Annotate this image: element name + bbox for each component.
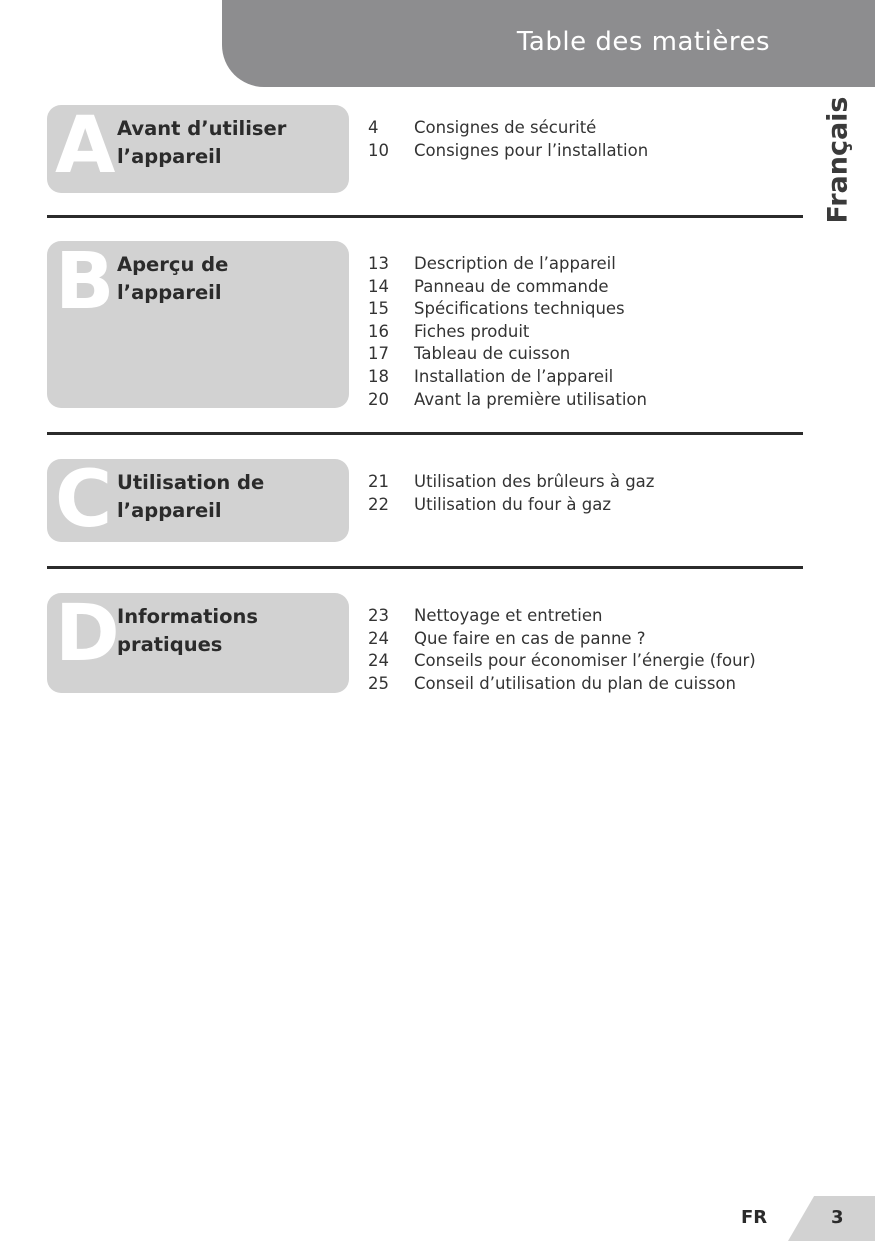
entry-text: Spécifications techniques	[414, 299, 625, 319]
toc-entry[interactable]	[368, 117, 648, 140]
toc-entry[interactable]	[368, 366, 647, 389]
section-letter: D	[55, 593, 120, 679]
toc-section-a	[0, 105, 875, 220]
entry-page: 15	[368, 299, 389, 319]
entry-page: 16	[368, 321, 389, 341]
toc-section-c	[0, 459, 875, 549]
section-title: Avant d’utiliser l’appareil	[117, 117, 287, 168]
section-letter: B	[55, 241, 115, 327]
entry-page: 17	[368, 344, 389, 364]
toc-entry[interactable]	[368, 298, 647, 321]
entry-text: Que faire en cas de panne ?	[414, 628, 646, 648]
toc-entry[interactable]	[368, 494, 654, 517]
entry-page: 23	[368, 606, 389, 625]
entry-text: Tableau de cuisson	[414, 344, 571, 364]
entry-page: 10	[368, 140, 389, 160]
section-letter: C	[55, 459, 113, 542]
entry-page: 14	[368, 276, 389, 296]
toc-entry[interactable]	[368, 253, 647, 276]
toc-entry[interactable]	[368, 343, 647, 366]
entry-text: Panneau de commande	[414, 276, 609, 296]
section-box	[47, 105, 349, 193]
page-number: 3	[831, 1207, 844, 1228]
section-title: Informations pratiques	[117, 605, 259, 656]
section-box	[47, 459, 349, 542]
entry-text: Installation de l’appareil	[414, 366, 614, 386]
entry-page: 18	[368, 366, 389, 386]
entry-page: 4	[368, 118, 379, 137]
page-title: Table des matières	[516, 27, 770, 57]
toc-entry[interactable]	[368, 605, 756, 628]
section-entries	[368, 253, 647, 411]
section-title: Aperçu de l’appareil	[117, 253, 229, 304]
section-divider	[47, 432, 803, 435]
section-divider	[47, 566, 803, 569]
section-entries	[368, 117, 648, 162]
section-box	[47, 241, 349, 408]
entry-text: Avant la première utilisation	[414, 389, 647, 409]
entry-text: Consignes pour l’installation	[414, 140, 649, 160]
language-side-label: Français	[822, 96, 854, 224]
toc-entry[interactable]	[368, 140, 648, 163]
entry-page: 24	[368, 628, 389, 648]
section-title: Utilisation de l’appareil	[117, 471, 265, 522]
toc-entry[interactable]	[368, 628, 756, 651]
entry-text: Description de l’appareil	[414, 254, 616, 273]
toc-entry[interactable]	[368, 276, 647, 299]
entry-text: Nettoyage et entretien	[414, 606, 603, 625]
toc-section-b	[0, 241, 875, 411]
section-entries	[368, 471, 654, 516]
entry-page: 25	[368, 673, 389, 693]
section-divider	[47, 215, 803, 218]
section-letter: A	[55, 105, 116, 191]
entry-text: Fiches produit	[414, 321, 530, 341]
entry-page: 20	[368, 389, 389, 409]
footer-language-code: FR	[741, 1207, 768, 1228]
toc-entry[interactable]	[368, 673, 756, 696]
toc-entry[interactable]	[368, 650, 756, 673]
entry-page: 13	[368, 254, 389, 273]
toc-entry[interactable]	[368, 389, 647, 412]
header-tab	[222, 0, 875, 87]
entry-text: Utilisation du four à gaz	[414, 494, 612, 514]
entry-text: Consignes de sécurité	[414, 118, 597, 137]
section-box	[47, 593, 349, 693]
toc-entry[interactable]	[368, 321, 647, 344]
toc-entry[interactable]	[368, 471, 654, 494]
entry-page: 24	[368, 651, 389, 671]
entry-text: Conseil d’utilisation du plan de cuisson	[414, 673, 736, 693]
section-entries	[368, 605, 756, 695]
toc-section-d	[0, 593, 875, 698]
entry-page: 22	[368, 494, 389, 514]
entry-page: 21	[368, 472, 389, 491]
entry-text: Conseils pour économiser l’énergie (four)	[414, 651, 756, 671]
entry-text: Utilisation des brûleurs à gaz	[414, 472, 655, 491]
